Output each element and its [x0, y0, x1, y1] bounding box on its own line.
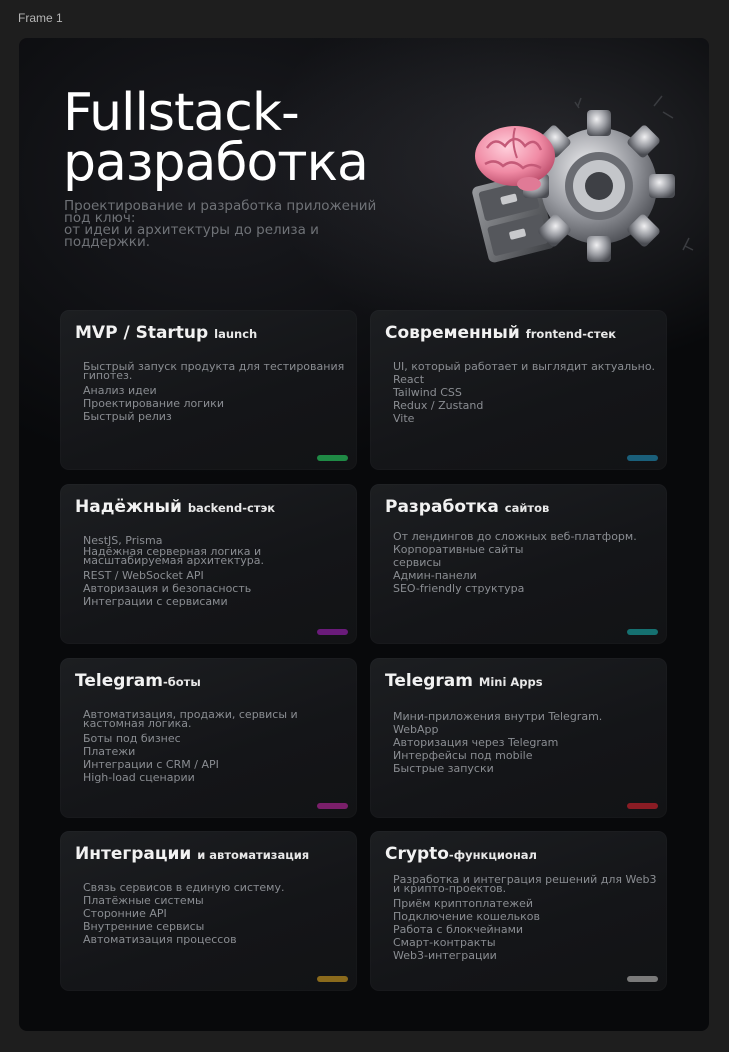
card-title-main: MVP / Startup: [75, 323, 209, 343]
card-feature-list: [393, 875, 663, 962]
card-feature-item: Работа с блокчейнами: [393, 923, 524, 936]
card-title-tag: frontend-стек: [525, 327, 617, 341]
card-crypto[interactable]: [370, 831, 667, 991]
card-feature-item: Платёжные системы: [83, 894, 204, 907]
hero-title: [63, 83, 368, 193]
card-feature-item: Автоматизация, продажи, сервисы и кастомная логика.: [83, 708, 298, 730]
card-feature-list: [393, 530, 663, 595]
card-accent-pill: [627, 629, 658, 635]
card-title-tag: launch: [214, 327, 258, 341]
card-backend-stack[interactable]: [60, 484, 357, 644]
card-feature-item: Сторонние API: [83, 907, 167, 920]
card-feature-item: Анализ идеи: [83, 384, 157, 397]
card-feature-item: React: [393, 373, 425, 386]
card-title-tag: backend-стэк: [187, 501, 276, 515]
card-frontend-stack[interactable]: [370, 310, 667, 470]
card-telegram-bots[interactable]: [60, 658, 357, 818]
card-feature-item: Разработка и интеграция решений для Web3 и крипто-проектов.: [393, 873, 657, 895]
card-integrations[interactable]: [60, 831, 357, 991]
card-title-main: Telegram: [75, 671, 163, 691]
card-feature-item: Интерфейсы под mobile: [393, 749, 533, 762]
card-feature-item: Проектирование логики: [83, 397, 224, 410]
card-title: [385, 844, 537, 864]
card-title: [75, 671, 201, 691]
card-title: [75, 323, 257, 343]
card-title: [385, 671, 543, 691]
hero-subtitle-line: под ключ:: [64, 210, 136, 226]
card-feature-list: [83, 534, 353, 608]
card-feature-item: WebApp: [393, 723, 439, 736]
card-feature-item: Внутренние сервисы: [83, 920, 205, 933]
card-accent-pill: [627, 976, 658, 982]
gear-icon: [523, 110, 675, 262]
hero-title-line-2: разработка: [63, 133, 368, 193]
card-title: [75, 844, 309, 864]
card-feature-item: Интеграции с CRM / API: [83, 758, 219, 771]
card-feature-item: Надёжная серверная логика и масштабируемая архитектура.: [83, 545, 264, 567]
frame-canvas: [19, 38, 709, 1031]
hero-subtitle-line: Проектирование и разработка приложений: [64, 198, 377, 214]
card-feature-item: High-load сценарии: [83, 771, 195, 784]
hero-illustration: [449, 78, 709, 278]
card-websites[interactable]: [370, 484, 667, 644]
card-feature-item: REST / WebSocket API: [83, 569, 204, 582]
card-accent-pill: [317, 976, 348, 982]
card-feature-item: Vite: [393, 412, 415, 425]
card-title-main: Разработка: [385, 497, 499, 517]
card-feature-item: Админ-панели: [393, 569, 477, 582]
card-accent-pill: [317, 629, 348, 635]
card-feature-item: Tailwind CSS: [393, 386, 462, 399]
card-feature-item: Смарт-контракты: [393, 936, 496, 949]
hero-subtitle: [64, 200, 409, 248]
card-accent-pill: [317, 803, 348, 809]
card-feature-list: [83, 710, 353, 784]
card-feature-item: Связь сервисов в единую систему.: [83, 881, 285, 894]
card-feature-item: Интеграции с сервисами: [83, 595, 228, 608]
card-feature-item: Приём криптоплатежей: [393, 897, 534, 910]
card-accent-pill: [627, 803, 658, 809]
card-title-main: Telegram: [385, 671, 473, 691]
card-title-tag: -функционал: [448, 848, 537, 862]
card-feature-item: Web3-интеграции: [393, 949, 497, 962]
card-feature-list: [83, 362, 353, 423]
card-feature-item: Быстрые запуски: [393, 762, 494, 775]
card-title-main: Надёжный: [75, 497, 182, 517]
card-title: [385, 323, 616, 343]
card-accent-pill: [317, 455, 348, 461]
card-feature-item: Корпоративные сайты: [393, 543, 524, 556]
card-title: [75, 497, 275, 517]
card-feature-item: SEO-friendly структура: [393, 582, 525, 595]
hero-subtitle-line: от идеи и архитектуры до релиза и: [64, 222, 319, 238]
card-feature-item: NestJS, Prisma: [83, 534, 163, 547]
card-feature-item: От лендингов до сложных веб-платформ.: [393, 530, 637, 543]
card-feature-item: Redux / Zustand: [393, 399, 484, 412]
card-feature-item: Автоматизация процессов: [83, 933, 237, 946]
card-feature-list: [393, 360, 663, 425]
card-feature-item: сервисы: [393, 556, 442, 569]
card-feature-item: Подключение кошельков: [393, 910, 540, 923]
card-title-main: Интеграции: [75, 844, 192, 864]
card-feature-item: Быстрый запуск продукта для тестирования гипотез.: [83, 360, 345, 382]
card-feature-item: UI, который работает и выглядит актуально.: [393, 360, 656, 373]
card-title-main: Современный: [385, 323, 520, 343]
card-title-main: Crypto: [385, 844, 449, 864]
card-title-tag: Mini Apps: [478, 675, 543, 689]
card-accent-pill: [627, 455, 658, 461]
card-feature-list: [393, 710, 663, 775]
card-feature-item: Боты под бизнес: [83, 732, 181, 745]
card-mvp-startup[interactable]: [60, 310, 357, 470]
frame-label[interactable]: Frame 1: [18, 11, 63, 25]
card-title-tag: сайтов: [504, 501, 550, 515]
hero-title-line-1: Fullstack-: [63, 83, 299, 143]
card-feature-item: Мини-приложения внутри Telegram.: [393, 710, 603, 723]
card-feature-item: Платежи: [83, 745, 136, 758]
card-feature-item: Авторизация и безопасность: [83, 582, 252, 595]
hero-subtitle-line: поддержки.: [64, 234, 151, 250]
card-feature-item: Авторизация через Telegram: [393, 736, 559, 749]
card-title-tag: -боты: [162, 675, 201, 689]
card-feature-item: Быстрый релиз: [83, 410, 172, 423]
card-title-tag: и автоматизация: [197, 848, 310, 862]
card-title: [385, 497, 549, 517]
card-feature-list: [83, 881, 353, 946]
card-telegram-mini-apps[interactable]: [370, 658, 667, 818]
